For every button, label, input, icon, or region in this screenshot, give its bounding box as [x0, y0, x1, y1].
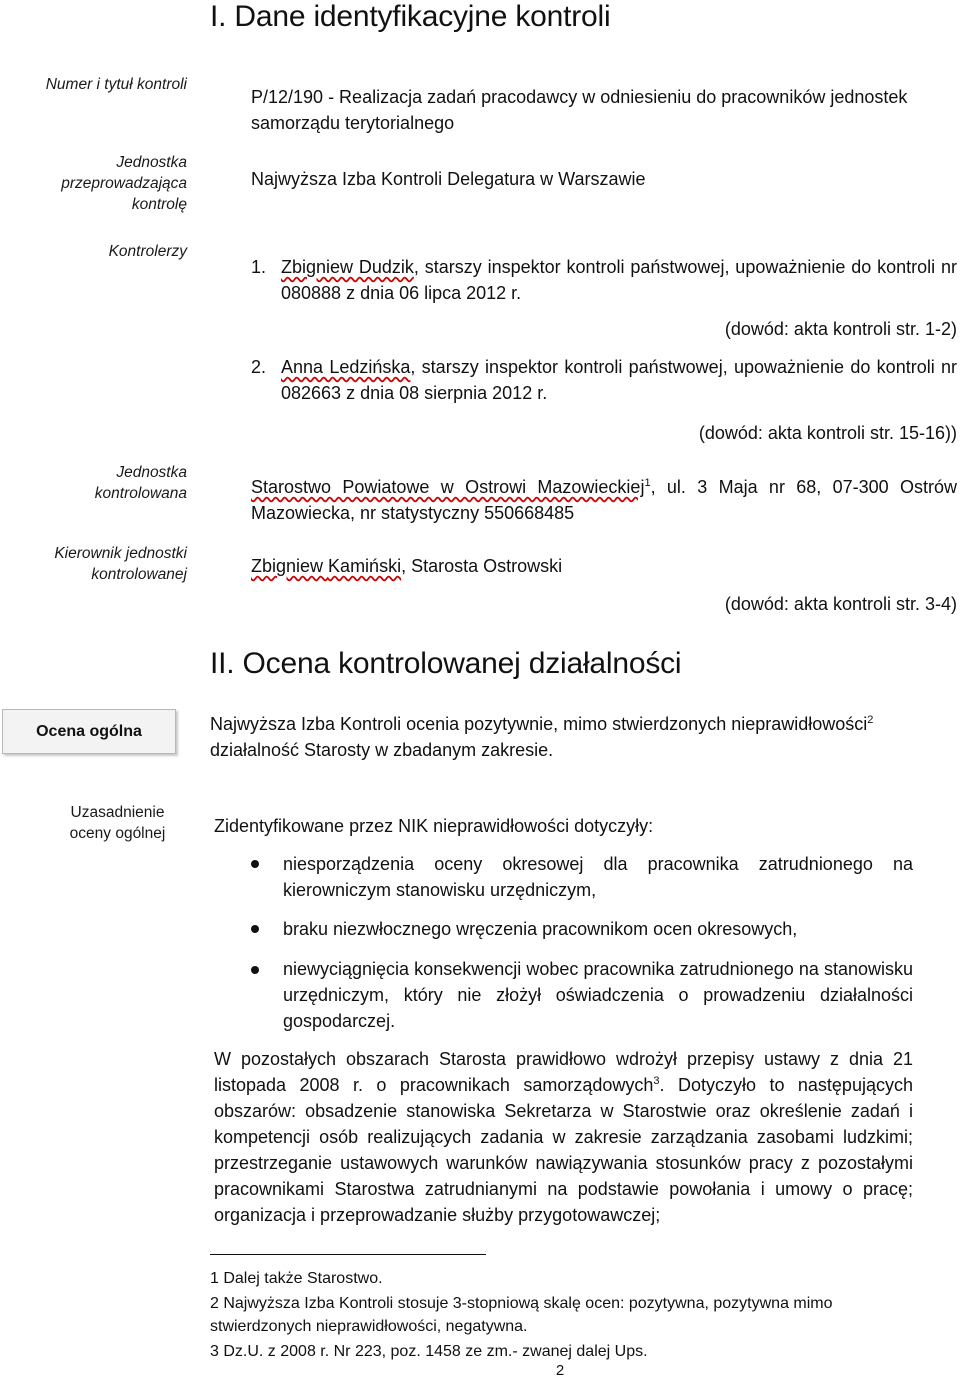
- label-number-title: Numer i tytuł kontroli: [45, 76, 187, 93]
- audited-unit-details: , ul. 3 Maja nr 68, 07-300 Ostrów Mazowiecka, nr statystyczny 550668485: [251, 477, 958, 523]
- bullet-1-dot: [251, 860, 259, 868]
- bullet-2-dot: [251, 925, 259, 933]
- footnote-3-text: Dz.U. z 2008 r. Nr 223, poz. 1458 ze zm.- zwanej dalej Ups.: [218, 1343, 648, 1360]
- label-audited-unit-line2: kontrolowana: [94, 485, 187, 502]
- unit-head-first-name: Zbigniew: [251, 556, 329, 576]
- inspector-2-number: 2.: [251, 357, 267, 377]
- unit-head-evidence: (dowód: akta kontroli str. 3-4): [724, 594, 957, 614]
- footnote-2-text: Najwyższa Izba Kontroli stosuje 3-stopniową skalę ocen: pozytywna, pozytywna mimo stwierdzonych nieprawidłowości, negatywna.: [210, 1295, 833, 1335]
- assessment-part-1: Najwyższa Izba Kontroli ocenia pozytywnie, mimo stwierdzonych nieprawidłowości: [210, 714, 868, 734]
- audited-unit: [251, 474, 957, 526]
- label-audited-unit-line1: Jednostka: [116, 464, 187, 481]
- footnote-2-number: 2: [210, 1295, 219, 1312]
- inspector-2-name: Anna Ledzińska: [281, 357, 411, 377]
- assessment-part-2: działalność Starosty w zbadanym zakresie.: [210, 740, 554, 760]
- section-1-heading: I. Dane identyfikacyjne kontroli: [210, 0, 611, 33]
- bullet-3-text: niewyciągnięcia konsekwencji wobec pracownika zatrudnionego na stanowisku urzędniczym, który nie złożył oświadczenia o prowadzeniu działalności gospodarczej.: [283, 959, 913, 1031]
- label-audit-unit: [20, 152, 187, 215]
- bullet-2-text: braku niezwłocznego wręczenia pracownikom ocen okresowych,: [283, 919, 798, 939]
- overall-assessment-text: [210, 711, 957, 763]
- inspector-2-entry: [281, 354, 957, 406]
- bullet-3-dot: [251, 966, 259, 974]
- footnote-ref-1: 1: [644, 477, 651, 489]
- overall-assessment-box: Ocena ogólna: [2, 709, 176, 754]
- unit-head: [251, 553, 957, 579]
- label-audited-unit: [20, 462, 187, 504]
- label-justification-line1: Uzasadnienie: [70, 804, 165, 821]
- footnote-1: [210, 1267, 922, 1290]
- audit-unit: Najwyższa Izba Kontroli Delegatura w Warszawie: [251, 169, 646, 189]
- label-audit-unit-line2: przeprowadzająca: [61, 175, 187, 192]
- label-audit-unit-line3: kontrolę: [131, 196, 187, 213]
- audited-unit-name: Starostwo Powiatowe w Ostrowi Mazowieckiej: [251, 477, 645, 497]
- unit-head-role: , Starosta Ostrowski: [401, 556, 563, 576]
- label-inspectors: Kontrolerzy: [108, 243, 187, 260]
- footnote-1-number: 1: [210, 1270, 219, 1287]
- inspector-1-number: 1.: [251, 257, 267, 277]
- footnote-3: [210, 1340, 922, 1363]
- page-number: 2: [555, 1362, 565, 1379]
- compliance-paragraph: [214, 1046, 913, 1228]
- label-unit-head-line2: kontrolowanej: [91, 566, 187, 583]
- bullet-1-text: niesporządzenia oceny okresowej dla pracownika zatrudnionego na kierowniczym stanowisku urzędniczym,: [283, 854, 913, 900]
- label-unit-head-line1: Kierownik jednostki: [54, 545, 187, 562]
- footnote-3-number: 3: [210, 1343, 219, 1360]
- section-2-heading: II. Ocena kontrolowanej działalności: [210, 647, 682, 680]
- inspector-2-details: , starszy inspektor kontroli państwowej, upoważnienie do kontroli nr 082663 z dnia 08 sierpnia 2012 r.: [281, 357, 958, 403]
- footnote-separator: [210, 1254, 486, 1255]
- inspector-2-evidence: (dowód: akta kontroli str. 15-16)): [698, 423, 957, 443]
- footnote-ref-3: 3: [653, 1075, 660, 1087]
- inspector-1-evidence: (dowód: akta kontroli str. 1-2): [724, 319, 957, 339]
- findings-intro: Zidentyfikowane przez NIK nieprawidłowości dotyczyły:: [214, 816, 654, 836]
- inspector-1-details: , starszy inspektor kontroli państwowej, upoważnienie do kontroli nr 080888 z dnia 06 lipca 2012 r.: [281, 257, 958, 303]
- compliance-part-2: . Dotyczyło to następujących obszarów: obsadzenie stanowiska Sekretarza w Starostwie oraz określenie zadań i kompetencji osób realizujących zadania w zakresie zarządzania zasobami ludzkimi; przestrzeganie ustawowych warunków nawiązywania stosunków pracy z pozostałymi pracownikami Starostwa zatrudnianymi na podstawie powołania i umowy o pracę; organizacja i przeprowadzanie służby przygotowawczej;: [214, 1075, 913, 1225]
- compliance-part-1: W pozostałych obszarach Starosta prawidłowo wdrożył przepisy ustawy z dnia 21 listopada 2008 r. o pracownikach samorządowych: [214, 1049, 913, 1095]
- inspector-1-name: Zbigniew Dudzik: [281, 257, 414, 277]
- label-unit-head: [20, 543, 187, 585]
- footnote-ref-2: 2: [867, 714, 874, 726]
- unit-head-last-name: Kamiński: [328, 556, 402, 576]
- control-number-title: P/12/190 - Realizacja zadań pracodawcy w odniesieniu do pracowników jednostek samorządu terytorialnego: [251, 87, 908, 133]
- inspector-1-entry: [281, 254, 957, 306]
- label-justification: [50, 802, 185, 844]
- footnote-1-text: Dalej także Starostwo.: [218, 1270, 383, 1287]
- label-justification-line2: oceny ogólnej: [69, 825, 166, 842]
- footnote-2: [210, 1292, 922, 1338]
- label-audit-unit-line1: Jednostka: [116, 154, 187, 171]
